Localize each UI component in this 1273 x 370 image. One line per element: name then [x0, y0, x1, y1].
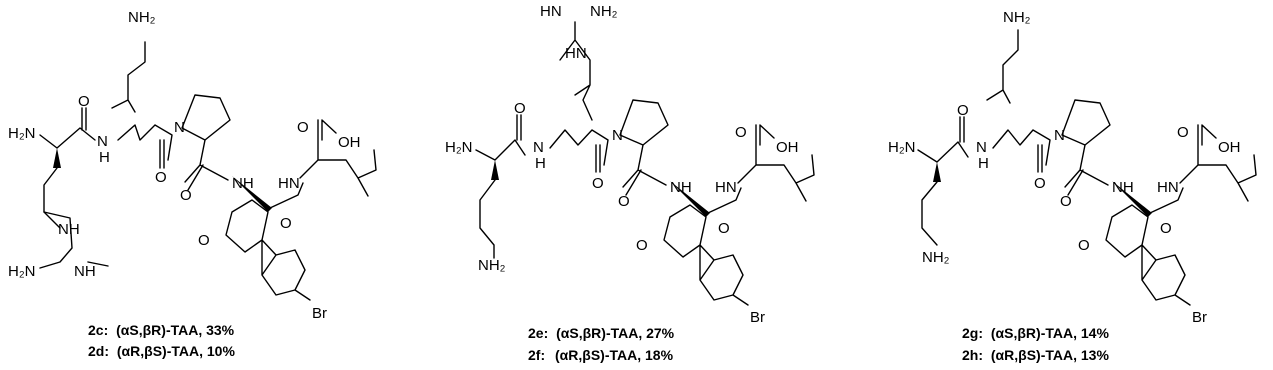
atom-h-amide: H — [99, 149, 110, 166]
atom-o2: O — [155, 169, 167, 186]
atom-nh-imine: NH — [74, 263, 96, 280]
atom-o5: O — [718, 220, 730, 237]
atom-h2n: H₂N — [8, 125, 36, 142]
caption-label-2c: (αS,βR)-TAA, 33% — [116, 322, 235, 338]
atom-o3: O — [1060, 193, 1072, 210]
caption-compound-2d: 2d: — [88, 343, 109, 359]
atom-n-amide: N — [97, 133, 108, 150]
caption-label-2e: (αS,βR)-TAA, 27% — [556, 325, 675, 341]
caption-label-2d: (αR,βS)-TAA, 10% — [116, 343, 235, 359]
atom-nh-taa: NH — [670, 179, 692, 196]
atom-h2n: H₂N — [445, 139, 473, 156]
atom-nh2-bottom: NH₂ — [922, 249, 950, 266]
caption-compound-2c: 2c: — [88, 322, 109, 338]
atom-oh: OH — [1218, 139, 1241, 156]
structure-2g-2h — [888, 9, 1256, 363]
caption-compound-2g: 2g: — [962, 325, 983, 341]
caption-compound-2f: 2f: — [528, 347, 546, 363]
atom-o1: O — [957, 102, 969, 119]
atom-o-ring: O — [636, 237, 648, 254]
atom-oh: OH — [338, 134, 361, 151]
atom-hn-leu: HN — [278, 175, 300, 192]
atom-o5: O — [280, 215, 292, 232]
atom-o3: O — [180, 187, 192, 204]
atom-br: Br — [750, 309, 765, 326]
svg-text:2e: (αS,βR)-TAA, 27% — [528, 325, 675, 341]
atom-hn-leu: HN — [1157, 179, 1179, 196]
atom-h2n: H₂N — [888, 139, 916, 156]
atom-hn-guan: HN — [540, 3, 562, 20]
atom-n-pro: N — [1054, 127, 1065, 144]
atom-h-amide: H — [978, 155, 989, 172]
atom-o4: O — [1177, 124, 1189, 141]
caption-label-2h: (αR,βS)-TAA, 13% — [990, 347, 1109, 363]
atom-o2: O — [592, 175, 604, 192]
caption-compound-2e: 2e: — [528, 325, 549, 341]
svg-text:2h: (αR,βS)-TAA, 13% — [962, 347, 1109, 363]
atom-hn-link: HN — [565, 45, 587, 62]
atom-o3: O — [618, 193, 630, 210]
caption-label-2g: (αS,βR)-TAA, 14% — [990, 325, 1109, 341]
svg-text:2c: (αS,βR)-TAA, 33% — [88, 322, 235, 338]
atom-h2n-guan: H₂N — [8, 263, 36, 280]
svg-text:2f: (αR,βS)-TAA, 18% — [528, 347, 674, 363]
svg-text:2g: (αS,βR)-TAA, 14% — [962, 325, 1109, 341]
caption-label-2f: (αR,βS)-TAA, 18% — [555, 347, 674, 363]
atom-nh-taa: NH — [1112, 179, 1134, 196]
atom-o1: O — [514, 100, 526, 117]
atom-n-pro: N — [174, 119, 185, 136]
svg-text:2d: (αR,βS)-TAA, 10% — [88, 343, 235, 359]
caption-compound-2h: 2h: — [962, 347, 983, 363]
atom-o2: O — [1034, 175, 1046, 192]
atom-o-ring: O — [1078, 237, 1090, 254]
atom-nh-guan: NH — [58, 221, 80, 238]
atom-o-ring: O — [198, 232, 210, 249]
atom-nh-taa: NH — [232, 175, 254, 192]
atom-oh: OH — [776, 139, 799, 156]
atom-o4: O — [297, 119, 309, 136]
atom-h-amide: H — [535, 155, 546, 172]
atom-o1: O — [78, 93, 90, 110]
atom-br: Br — [312, 305, 327, 322]
atom-n-pro: N — [612, 127, 623, 144]
atom-nh2-guan: NH₂ — [590, 3, 618, 20]
atom-nh2-top: NH₂ — [1003, 9, 1031, 26]
atom-nh2-bottom: NH₂ — [478, 257, 506, 274]
atom-o5: O — [1160, 220, 1172, 237]
atom-br: Br — [1192, 309, 1207, 326]
atom-hn-leu: HN — [715, 179, 737, 196]
atom-nh2-top: NH₂ — [128, 9, 156, 26]
structure-2e-2f — [445, 3, 814, 363]
structure-2c-2d — [8, 9, 376, 359]
atom-n-amide: N — [976, 139, 987, 156]
atom-o4: O — [735, 124, 747, 141]
atom-n-amide: N — [533, 139, 544, 156]
